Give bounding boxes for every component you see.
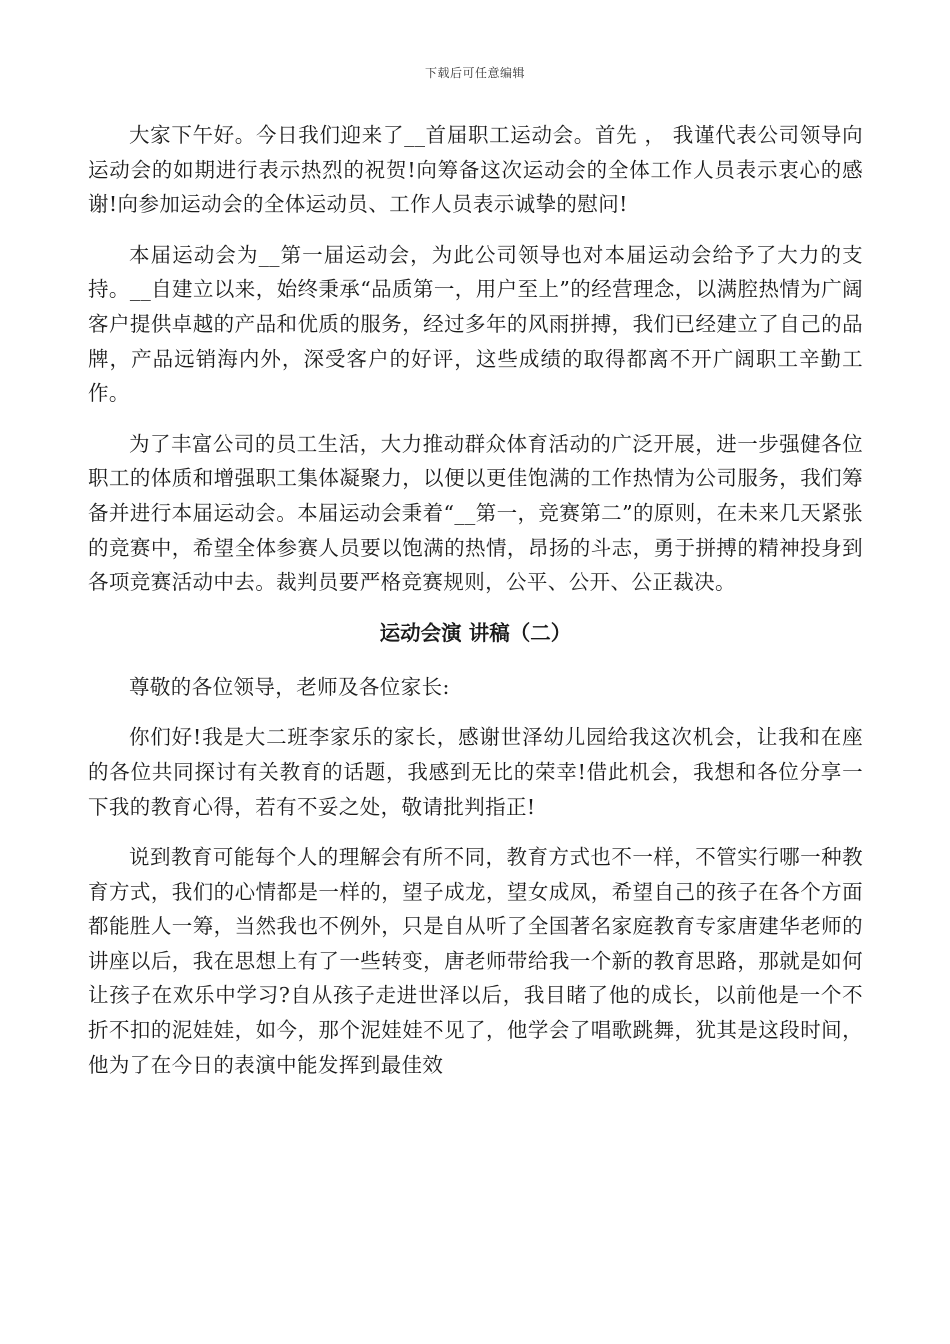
section-title: 运动会演 讲稿（二） — [379, 620, 572, 645]
document-body — [88, 118, 863, 1098]
salutation: 尊敬的各位领导，老师及各位家长: — [129, 674, 450, 699]
paragraph: 说到教育可能每个人的理解会有所不同，教育方式也不一样，不管实行哪一种教育方式，我们的心情都是一样的，望子成龙，望女成凤，希望自己的孩子在各个方面都能胜人一筹，当然我也不例外，只是自从听了全国著名家庭教育专家唐建华老师的讲座以后，我在思想上有了一些转变，唐老师带给我一个新的教育思路，那就是如何让孩子在欢乐中学习?自从孩子走进世泽以后，我目睹了他的成长，以前他是一个不折不扣的泥娃娃，如今，那个泥娃娃不见了，他学会了唱歌跳舞，犹其是这段时间，他为了在今日的表演中能发挥到最佳效 — [88, 845, 863, 1077]
paragraph: 为了丰富公司的员工生活，大力推动群众体育活动的广泛开展，进一步强健各位职工的体质和增强职工集体凝聚力，以便以更佳饱满的工作热情为公司服务，我们筹备并进行本届运动会。本届运动会秉着“__第一，竞赛第二”的原则，在未来几天紧张的竞赛中，希望全体参赛人员要以饱满的热情，昂扬的斗志，勇于拼搏的精神投身到各项竞赛活动中去。裁判员要严格竞赛规则，公平、公开、公正裁决。 — [88, 431, 863, 595]
paragraph: 大家下午好。今日我们迎来了__首届职工运动会。首先 ， 我谨代表公司领导向运动会的如期进行表示热烈的祝贺!向筹备这次运动会的全体工作人员表示衷心的感谢!向参加运动会的全体运动员、工作人员表示诚挚的慰问! — [88, 123, 863, 217]
page-header: 下载后可任意编辑 — [424, 66, 525, 80]
paragraph: 本届运动会为__第一届运动会，为此公司领导也对本届运动会给予了大力的支持。__自建立以来，始终秉承“品质第一，用户至上”的经营理念，以满腔热情为广阔客户提供卓越的产品和优质的服务，经过多年的风雨拼搏，我们已经建立了自己的品牌，产品远销海内外，深受客户的好评，这些成绩的取得都离不开广阔职工辛勤工作。 — [88, 242, 863, 406]
paragraph: 你们好!我是大二班李家乐的家长，感谢世泽幼儿园给我这次机会，让我和在座的各位共同探讨有关教育的话题，我感到无比的荣幸!借此机会，我想和各位分享一下我的教育心得，若有不妥之处，敬请批判指正! — [88, 725, 863, 819]
